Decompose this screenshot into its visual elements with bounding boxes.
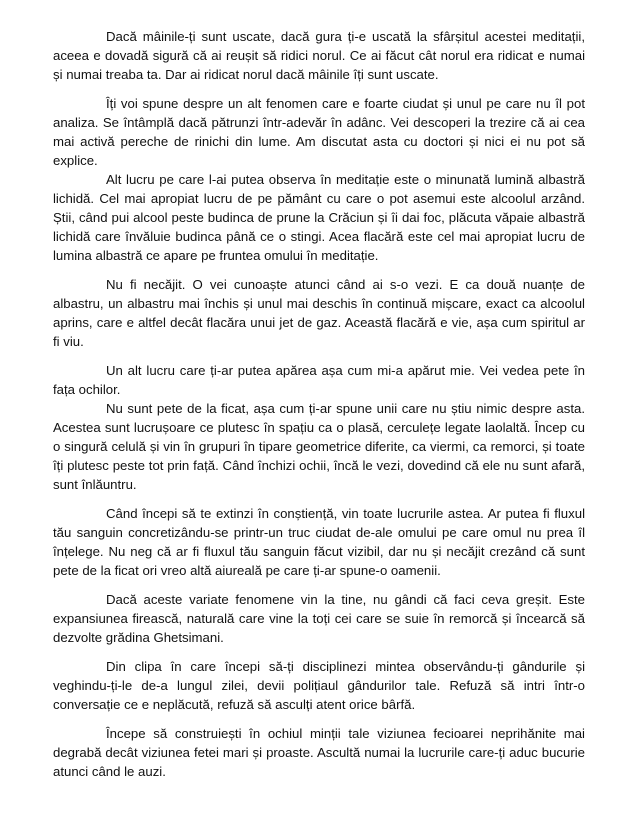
paragraph-9: Din clipa în care începi să-ți disciplinezi mintea observându-ți gândurile și veghindu-ți-le de-a lungul zilei, devii polițiaul gândurilor tale. Refuză să intri într-o conversație ce e neplăcută, refuză să asculți atent orice bârfă. bbox=[53, 659, 585, 712]
paragraph-6: Nu sunt pete de la ficat, așa cum ți-ar spune unii care nu știu nimic despre asta. Acestea sunt lucrușoare ce plutesc în spațiu ca o plasă, cerculețe legate laolaltă. Încep cu o singură celulă și vin în grupuri în tipare geometrice diferite, ca viermi, ca remorci, și toate îți plutesc peste tot prin față. Când închizi ochii, încă le vezi, dovedind că ele nu sunt afară, sunt înlăuntru. bbox=[53, 401, 585, 492]
paragraph-8: Dacă aceste variate fenomene vin la tine, nu gândi că faci ceva greșit. Este expansiunea firească, naturală care vine la toți cei care se suie în remorcă și încearcă să dezvolte grădina Ghetsimani. bbox=[53, 592, 585, 645]
paragraph-3: Alt lucru pe care l-ai putea observa în meditație este o minunată lumină albastră lichidă. Cel mai apropiat lucru de pe pământ cu care o pot asemui este alcoolul arzând. Știi, când pui alcool peste budinca de prune la Crăciun și îi dai foc, plăcuta văpaie albastră lichidă care învăluie budinca până ce o stingi. Acea flacără este cel mai apropiat lucru de lumina albastră ce apare pe fruntea omului în meditație. bbox=[53, 172, 585, 263]
paragraph-5: Un alt lucru care ți-ar putea apărea așa cum mi-a apărut mie. Vei vedea pete în fața ochilor. bbox=[53, 363, 585, 397]
paragraph-10: Începe să construiești în ochiul minții tale viziunea fecioarei neprihănite mai degrabă decât viziunea fetei mari și proaste. Ascultă numai la lucrurile care-ți aduc bucurie atunci când le auzi. bbox=[53, 726, 585, 779]
paragraph-1: Dacă mâinile-ți sunt uscate, dacă gura ți-e uscată la sfârșitul acestei meditații, aceea e dovadă sigură că ai reușit să ridici norul. Ce ai făcut cât norul era ridicat e numai și numai treaba ta. Dar ai ridicat norul dacă mâinile îți sunt uscate. bbox=[53, 29, 585, 82]
paragraph-4: Nu fi necăjit. O vei cunoaște atunci când ai s-o vezi. E ca două nuanțe de albastru, un albastru mai închis și unul mai deschis în continuă mișcare, exact ca alcoolul aprins, care e altfel decât flacăra unui jet de gaz. Această flacără e vie, așa cum spiritul ar fi viu. bbox=[53, 277, 585, 349]
paragraph-7: Când începi să te extinzi în conștiență, vin toate lucrurile astea. Ar putea fi fluxul tău sanguin concretizându-se printr-un truc ciudat de-ale omului pe care omul nu prea îl înțelege. Nu neg că ar fi fluxul tău sanguin făcut vizibil, dar nu și necăjit crezând că sunt pete de la ficat ori vreo altă aiureală pe care ți-ar spune-o oamenii. bbox=[53, 506, 585, 578]
paragraph-2: Îți voi spune despre un alt fenomen care e foarte ciudat și unul pe care nu îl pot analiza. Se întâmplă dacă pătrunzi într-adevăr în adânc. Vei descoperi la trezire că ai cea mai activă pereche de rinichi din lume. Am discutat asta cu doctori și nici ei nu pot să explice. bbox=[53, 96, 585, 168]
